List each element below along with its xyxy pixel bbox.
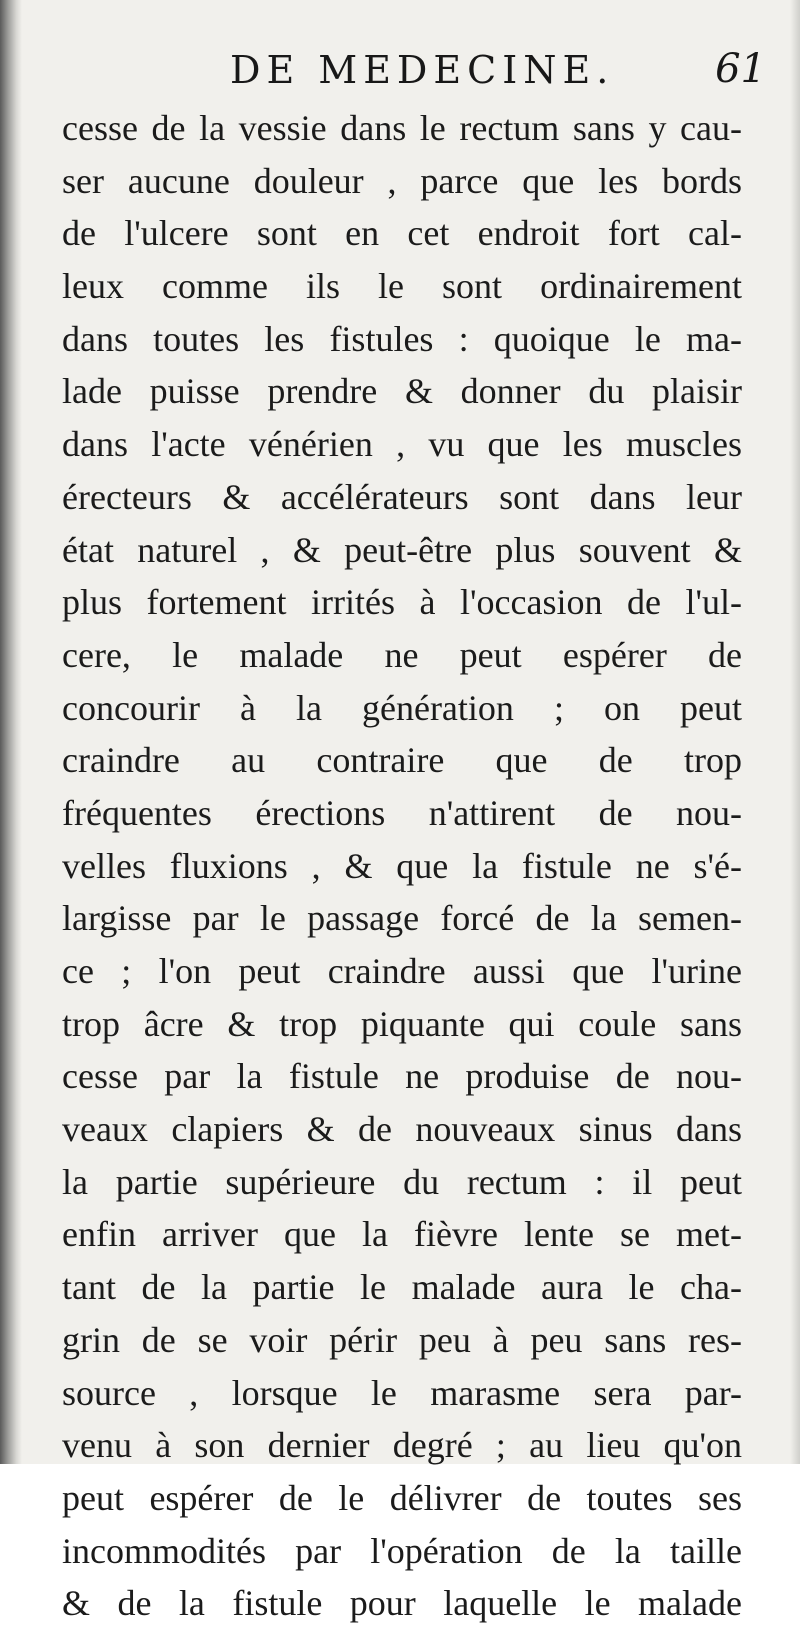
text-line: fréquentes érections n'attirent de nou- — [62, 792, 742, 833]
text-line: & de la fistule pour laquelle le malade — [62, 1583, 742, 1624]
text-line: velles fluxions , & que la fistule ne s'é- — [62, 845, 742, 886]
text-line: tant de la partie le malade aura le cha- — [62, 1267, 742, 1308]
body-text — [62, 102, 742, 1630]
text-line: venu à son dernier degré ; au lieu qu'on — [62, 1425, 742, 1466]
text-line: ser aucune douleur , parce que les bords — [62, 160, 742, 201]
text-line: de l'ulcere sont en cet endroit fort cal- — [62, 213, 742, 254]
text-line: cesse de la vessie dans le rectum sans y cau- — [62, 108, 742, 148]
text-line: largisse par le passage forcé de la semen- — [62, 898, 742, 939]
text-line: dans toutes les fistules : quoique le ma- — [62, 318, 742, 359]
text-line: craindre au contraire que de trop — [62, 740, 742, 781]
running-head: DE MEDECINE. — [230, 48, 615, 92]
text-line: cere, le malade ne peut espérer de — [62, 634, 742, 675]
text-line: plus fortement irrités à l'occasion de l'ul- — [62, 582, 742, 623]
text-line: concourir à la génération ; on peut — [62, 687, 742, 728]
text-line: veaux clapiers & de nouveaux sinus dans — [62, 1109, 742, 1150]
text-line: lade puisse prendre & donner du plaisir — [62, 371, 742, 412]
page-number: 61 — [715, 46, 766, 92]
text-line: ce ; l'on peut craindre aussi que l'urine — [62, 951, 742, 991]
text-line: érecteurs & accélérateurs sont dans leur — [62, 476, 742, 517]
text-line: source , lorsque le marasme sera par- — [62, 1372, 742, 1413]
binding-shadow — [0, 0, 22, 1464]
text-line: cesse par la fistule ne produise de nou- — [62, 1056, 742, 1097]
text-line: dans l'acte vénérien , vu que les muscles — [62, 424, 742, 465]
page-edge — [790, 0, 800, 1464]
text-line: trop âcre & trop piquante qui coule sans — [62, 1003, 742, 1044]
text-line: peut espérer de le délivrer de toutes ses — [62, 1477, 742, 1518]
text-line: la partie supérieure du rectum : il peut — [62, 1161, 742, 1202]
text-line: état naturel , & peut-être plus souvent & — [62, 529, 742, 570]
text-line: grin de se voir périr peu à peu sans res- — [62, 1319, 742, 1360]
text-line: leux comme ils le sont ordinairement — [62, 266, 742, 307]
text-line: incommodités par l'opération de la taille — [62, 1530, 742, 1571]
text-line: enfin arriver que la fièvre lente se met- — [62, 1214, 742, 1255]
